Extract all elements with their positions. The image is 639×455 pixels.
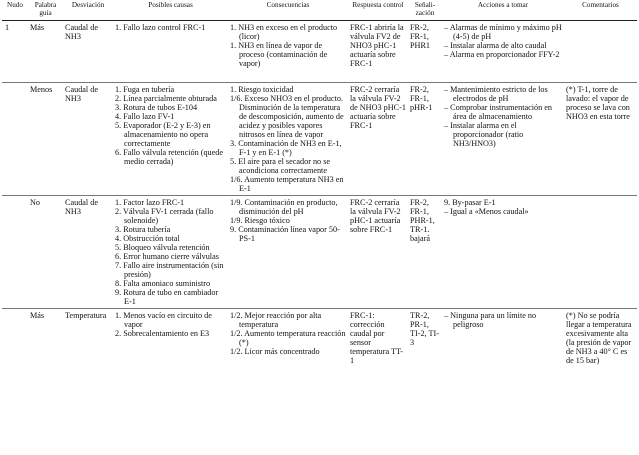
list-item: 1. NH3 en exceso en el producto (licor) [230,23,338,41]
cell-consecuencias [228,196,348,309]
cell-desviacion: Caudal de NH3 [65,23,98,41]
list-item: 9. By-pasar E-1 [444,198,496,207]
list-item: 1. NH3 en línea de vapor de proceso (contaminación de vapor) [230,41,328,68]
cell-nudo [2,83,28,196]
cell-consecuencias [228,83,348,196]
cell-consecuencias [228,309,348,379]
list-item: 7. Fallo aire instrumentación (sin presión) [115,261,224,279]
list-item: – Instalar alarma en el proporcionador (ratio NH3/HNO3) [444,121,524,148]
list-item: 2. Línea parcialmente obturada [115,94,217,103]
list-item: 3. Rotura tubería [115,225,171,234]
list-item: – Igual a «Menos caudal» [444,207,529,216]
cell-acciones [442,196,564,309]
list-item: – Mantenimiento estricto de los electrodos de pH [444,85,548,103]
cell-nudo: 1 [5,23,10,32]
cell-palabra: Menos [30,85,53,94]
cell-respuesta: FRC-1: corrección caudal por sensor temperatura TT-1 [350,311,403,365]
cell-comentarios: (*) No se podría llegar a temperatura excesivamente alta (la presión de vapor de NH3 a 40° C es de 15 bar) [566,311,632,365]
causas-list [115,198,226,306]
list-item: – Alarmas de mínimo y máximo pH (4-5) de pH [444,23,562,41]
list-item: 4. Obstrucción total [115,234,180,243]
header-comentarios: Comentarios [582,1,619,9]
table-header [2,0,637,21]
cell-causas [113,309,228,379]
cell-senalizacion: FR-2, FR-1, PHR1 [410,23,431,50]
header-desviacion: Desviación [71,1,105,9]
cell-palabra: Más [30,311,45,320]
cell-causas [113,83,228,196]
cell-causas [113,196,228,309]
header-consecuencias: Consecuencias [266,1,310,9]
table-row [2,309,637,379]
cell-respuesta: FRC-2 cerraría la válvula FV-2 pHC-1 actuaría sobre FRC-1 [350,198,401,234]
cell-desviacion: Temperatura [65,311,107,320]
cell-senalizacion: TR-2, PR-1, TI-2, TI-3 [410,311,439,347]
cell-palabra: Más [30,23,45,32]
list-item: 5. Bloqueo válvula retención [115,243,210,252]
list-item: 1/2. Mejor reacción por alta temperatura [230,311,322,329]
acciones-list [444,23,562,59]
acciones-list [444,311,562,329]
header-posibles-causas: Posibles causas [148,1,193,9]
consecuencias-list [230,23,346,68]
list-item: 9. Contaminación línea vapor 50-PS-1 [230,225,340,243]
header-palabra-guia: Palabra guía [34,1,57,17]
consecuencias-list [230,85,346,193]
table-row [2,196,637,309]
list-item: 1/6. Aumento temperatura NH3 en E-1 [230,175,344,193]
list-item: 1/9. Contaminación en producto, disminución del pH [230,198,338,216]
table-row [2,21,637,83]
list-item: 6. Fallo válvula retención (quede medio cerrada) [115,148,223,166]
cell-respuesta: FRC-2 cerraría la válvula FV-2 de NHO3 pHC-1 actuaría sobre FRC-1 [350,85,406,130]
list-item: – Alarma en proporcionador FFY-2 [444,50,560,59]
list-item: 1. Menos vacío en circuito de vapor [115,311,212,329]
list-item: 1. Fuga en tubería [115,85,175,94]
list-item: 1. Riesgo toxicidad [230,85,294,94]
list-item: – Ninguna para un límite no peligroso [444,311,537,329]
cell-consecuencias [228,21,348,83]
list-item: 1/2. Licor más concentrado [230,347,320,356]
list-item: 1/6. Exceso NHO3 en el producto. Disminución de la temperatura de descomposición, aumento de acidez y posibles vapores nitrosos en línea de vapor [230,94,344,139]
header-acciones: Acciones a tomar [477,1,529,9]
list-item: 4. Fallo lazo FV-1 [115,112,175,121]
list-item: 8. Falta amoniaco suministro [115,279,211,288]
cell-comentarios: (*) T-1, torre de lavado: el vapor de proceso se lava con NHO3 en esta torre [566,85,630,121]
list-item: 1/2. Aumento temperatura reacción (*) [230,329,346,347]
hazop-table [2,0,637,379]
header-respuesta-control: Respuesta control [352,1,404,9]
header-nudo: Nudo [7,1,23,9]
cell-comentarios [564,21,637,83]
list-item: 9. Rotura de tubo en cambiador E-1 [115,288,219,306]
list-item: – Comprobar instrumentación en área de almacenamiento [444,103,553,121]
list-item: 1. Factor lazo FRC-1 [115,198,185,207]
list-item: 2. Válvula FV-1 cerrada (fallo solenoide) [115,207,214,225]
cell-nudo [2,309,28,379]
list-item: 2. Sobrecalentamiento en E3 [115,329,210,338]
cell-comentarios [564,196,637,309]
cell-acciones [442,83,564,196]
cell-palabra: No [30,198,41,207]
list-item: 1/9. Riesgo tóxico [230,216,290,225]
cell-acciones [442,309,564,379]
cell-acciones [442,21,564,83]
list-item: 1. Fallo lazo control FRC-1 [115,23,206,32]
cell-desviacion: Caudal de NH3 [65,198,98,216]
causas-list [115,311,226,338]
list-item: 5. Evaporador (E-2 y E-3) en almacenamiento no opera correctamente [115,121,211,148]
cell-respuesta: FRC-1 abriría la válvula FV2 de NHO3 pHC-1 actuaría sobre FRC-1 [350,23,404,68]
list-item: 5. El aire para el secador no se acondiciona correctamente [230,157,331,175]
consecuencias-list [230,198,346,243]
acciones-list [444,85,562,148]
acciones-list [444,198,562,216]
consecuencias-list [230,311,346,356]
list-item: 6. Error humano cierre válvulas [115,252,219,261]
list-item: – Instalar alarma de alto caudal [444,41,547,50]
cell-senalizacion: FR-2, FR-1, PHR-1, TR-1. bajará [410,198,435,243]
table-body [2,21,637,379]
cell-desviacion: Caudal de NH3 [65,85,98,103]
list-item: 3. Contaminación de NH3 en E-1, F-1 y en E-1 (*) [230,139,342,157]
table-row [2,83,637,196]
cell-senalizacion: FR-2, FR-1, pHR-1 [410,85,433,112]
header-senalizacion: Señali-zación [414,1,436,17]
causas-list [115,23,226,32]
cell-causas [113,21,228,83]
causas-list [115,85,226,166]
cell-nudo [2,196,28,309]
list-item: 3. Rotura de tubos E-104 [115,103,198,112]
